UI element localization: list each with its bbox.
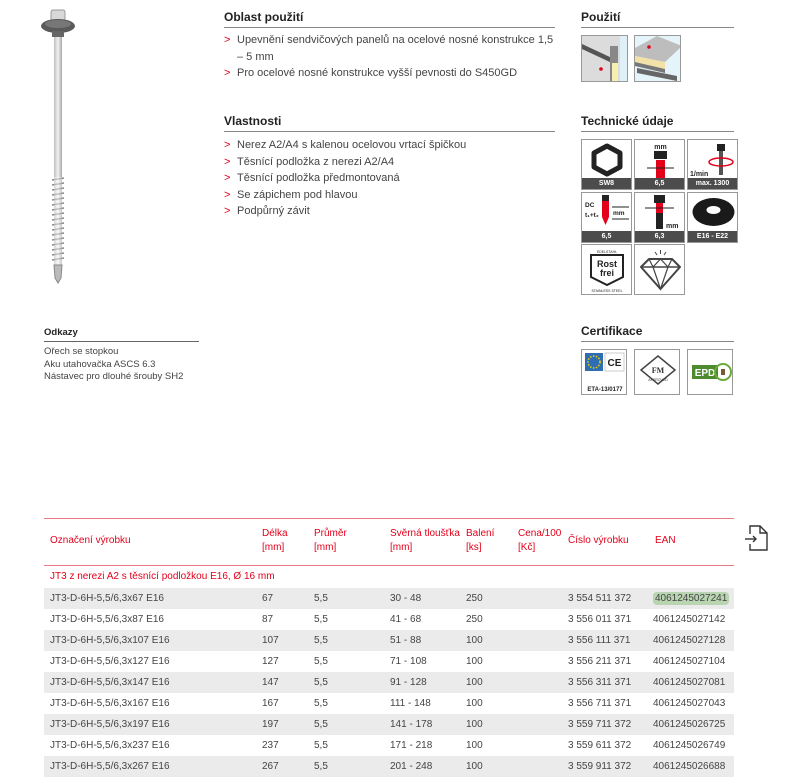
cell-oznaceni: JT3-D-6H-5,5/6,3x127 E16 <box>50 656 170 667</box>
tile-caption: 6,5 <box>582 231 631 242</box>
cell-cislo-vyrobku: 3 559 911 372 <box>568 761 632 772</box>
svg-text:APPROVED: APPROVED <box>648 378 668 382</box>
oblast-pouziti-list <box>224 32 559 82</box>
svg-text:Rost: Rost <box>597 259 617 269</box>
cell-oznaceni: JT3-D-6H-5,5/6,3x87 E16 <box>50 614 164 625</box>
cell-delka: 127 <box>262 656 279 667</box>
cell-sverna-tloustka: 201 - 248 <box>390 761 433 772</box>
cell-delka: 147 <box>262 677 279 688</box>
cell-baleni: 100 <box>466 698 483 709</box>
table-row[interactable] <box>44 693 734 714</box>
table-row[interactable] <box>44 588 734 609</box>
cell-prumer: 5,5 <box>314 656 328 667</box>
drilling-capacity-icon <box>581 192 632 243</box>
svg-text:FM: FM <box>651 366 665 375</box>
wall-panel-application-icon <box>581 35 628 82</box>
cell-oznaceni: JT3-D-6H-5,5/6,3x267 E16 <box>50 761 170 772</box>
cell-prumer: 5,5 <box>314 719 328 730</box>
product-table <box>44 518 734 777</box>
cell-cislo-vyrobku: 3 559 711 372 <box>568 719 632 730</box>
product-image <box>38 2 78 284</box>
cell-sverna-tloustka: 91 - 128 <box>390 677 427 688</box>
cell-ean: 4061245026688 <box>653 761 726 772</box>
table-row[interactable] <box>44 609 734 630</box>
svg-text:1/min: 1/min <box>690 171 709 178</box>
svg-text:DC: DC <box>585 202 595 209</box>
cell-sverna-tloustka: 41 - 68 <box>390 614 422 625</box>
cell-cislo-vyrobku: 3 556 711 371 <box>568 698 632 709</box>
bullet-marker: > <box>224 172 231 184</box>
list-item: > Se zápichem pod hlavou <box>224 187 559 204</box>
cell-sverna-tloustka: 30 - 48 <box>390 593 422 604</box>
cell-cislo-vyrobku: 3 556 011 371 <box>568 614 632 625</box>
col-header-cislo-vyrobku: Číslo výrobku <box>568 535 629 546</box>
section-divider <box>581 131 734 132</box>
tile-caption: max. 1300 <box>688 178 737 189</box>
col-header-cena: Cena/100 [Kč] <box>518 528 562 553</box>
list-item: > Nerez A2/A4 s kalenou ocelovou vrtací špičkou <box>224 137 559 154</box>
bullet-marker: > <box>224 139 231 151</box>
cell-delka: 237 <box>262 740 279 751</box>
cell-sverna-tloustka: 51 - 88 <box>390 635 422 646</box>
cell-sverna-tloustka: 141 - 178 <box>390 719 433 730</box>
table-row[interactable] <box>44 672 734 693</box>
cell-cislo-vyrobku: 3 556 311 371 <box>568 677 632 688</box>
cell-oznaceni: JT3-D-6H-5,5/6,3x67 E16 <box>50 593 164 604</box>
cell-oznaceni: JT3-D-6H-5,5/6,3x167 E16 <box>50 698 170 709</box>
cell-prumer: 5,5 <box>314 761 328 772</box>
svg-text:EPD: EPD <box>694 368 716 379</box>
cell-oznaceni: JT3-D-6H-5,5/6,3x107 E16 <box>50 635 170 646</box>
col-header-sverna-tloustka: Svěrná tloušťka [mm] <box>390 528 460 553</box>
table-header <box>44 519 734 565</box>
epd-icon <box>687 349 733 395</box>
col-header-delka: Délka [mm] <box>262 528 288 553</box>
svg-text:ETA-13/0177: ETA-13/0177 <box>587 387 623 393</box>
cell-prumer: 5,5 <box>314 614 328 625</box>
list-item: > Těsnící podložka předmontovaná <box>224 170 559 187</box>
diamond-icon <box>634 244 685 295</box>
cell-cislo-vyrobku: 3 554 511 372 <box>568 593 632 604</box>
cell-delka: 67 <box>262 593 274 604</box>
file-export-button[interactable] <box>745 524 771 552</box>
col-header-oznaceni: Označení výrobku <box>50 535 131 546</box>
tile-caption: 6,3 <box>635 231 684 242</box>
tile-caption: SW8 <box>582 178 631 189</box>
fm-approved-icon <box>634 349 680 395</box>
rotation-speed-icon <box>687 139 738 190</box>
section-title-technicke-udaje: Technické údaje <box>581 114 674 128</box>
cell-baleni: 100 <box>466 635 483 646</box>
table-group-title: JT3 z nerezi A2 s těsnící podložkou E16, Ø 16 mm <box>50 571 275 582</box>
cell-oznaceni: JT3-D-6H-5,5/6,3x197 E16 <box>50 719 170 730</box>
cell-delka: 267 <box>262 761 279 772</box>
cell-ean: 4061245027081 <box>653 677 726 688</box>
cell-ean: 4061245027128 <box>653 635 726 646</box>
section-title-odkazy: Odkazy <box>44 327 78 338</box>
svg-text:mm: mm <box>666 223 679 230</box>
table-row[interactable] <box>44 651 734 672</box>
svg-text:t₁+t₂: t₁+t₂ <box>585 212 599 219</box>
cell-ean: 4061245026725 <box>653 719 726 730</box>
bullet-marker: > <box>224 67 231 79</box>
cell-prumer: 5,5 <box>314 593 328 604</box>
list-item: > Pro ocelové nosné konstrukce vyšší pevnosti do S450GD <box>224 65 559 82</box>
rostfrei-icon <box>581 244 632 295</box>
hex-drive-icon <box>581 139 632 190</box>
cell-ean: 4061245026749 <box>653 740 726 751</box>
cell-delka: 167 <box>262 698 279 709</box>
vlastnosti-list <box>224 137 559 220</box>
cell-baleni: 100 <box>466 761 483 772</box>
cell-cislo-vyrobku: 3 556 211 371 <box>568 656 632 667</box>
cell-oznaceni: JT3-D-6H-5,5/6,3x237 E16 <box>50 740 170 751</box>
tile-caption: E16 - E22 <box>688 231 737 242</box>
thread-diameter-icon <box>634 139 685 190</box>
svg-text:EDELSTAHL: EDELSTAHL <box>596 250 618 254</box>
table-row[interactable] <box>44 630 734 651</box>
section-title-pouziti: Použití <box>581 10 621 24</box>
list-item: > Podpůrný závit <box>224 203 559 220</box>
cell-baleni: 100 <box>466 740 483 751</box>
roof-panel-application-icon <box>634 35 681 82</box>
svg-text:frei: frei <box>599 268 615 278</box>
cell-baleni: 100 <box>466 719 483 730</box>
cell-cislo-vyrobku: 3 559 611 372 <box>568 740 632 751</box>
col-header-baleni: Balení [ks] <box>466 528 495 553</box>
cell-ean: 4061245027241 <box>655 593 728 604</box>
section-divider <box>224 27 555 28</box>
cell-sverna-tloustka: 111 - 148 <box>390 698 431 709</box>
tile-caption: 6,5 <box>635 178 684 189</box>
bullet-marker: > <box>224 155 231 168</box>
cell-baleni: 250 <box>466 614 483 625</box>
svg-text:STAINLESS STEEL: STAINLESS STEEL <box>591 289 623 293</box>
cell-oznaceni: JT3-D-6H-5,5/6,3x147 E16 <box>50 677 170 688</box>
cell-prumer: 5,5 <box>314 677 328 688</box>
cell-baleni: 100 <box>466 677 483 688</box>
section-divider <box>581 27 734 28</box>
file-export-icon <box>745 524 771 552</box>
odkazy-links <box>44 346 183 384</box>
cell-delka: 107 <box>262 635 279 646</box>
cell-cislo-vyrobku: 3 556 111 371 <box>568 635 631 646</box>
section-title-oblast-pouziti: Oblast použití <box>224 10 304 24</box>
section-divider <box>224 131 555 132</box>
section-title-certifikace: Certifikace <box>581 324 643 338</box>
bullet-marker: > <box>224 205 231 217</box>
cell-prumer: 5,5 <box>314 635 328 646</box>
link-aku-utahovacka[interactable]: Aku utahovačka ASCS 6.3 <box>44 358 156 370</box>
eta-ce-icon <box>581 349 627 395</box>
svg-text:mm: mm <box>654 144 667 151</box>
section-divider <box>581 341 734 342</box>
washer-icon <box>687 192 738 243</box>
link-orech-se-stopkou[interactable]: Ořech se stopkou <box>44 346 119 357</box>
list-item: > Těsnící podložka z nerezi A2/A4 <box>224 154 559 171</box>
cell-sverna-tloustka: 171 - 218 <box>390 740 433 751</box>
cell-prumer: 5,5 <box>314 698 328 709</box>
cell-ean: 4061245027043 <box>653 698 726 709</box>
cell-ean: 4061245027104 <box>653 656 726 667</box>
cell-ean: 4061245027142 <box>653 614 726 625</box>
section-divider <box>44 341 199 342</box>
table-row[interactable] <box>44 735 734 756</box>
cell-baleni: 250 <box>466 593 483 604</box>
table-row[interactable] <box>44 714 734 735</box>
col-header-prumer: Průměr [mm] <box>314 528 347 553</box>
cell-prumer: 5,5 <box>314 740 328 751</box>
section-title-vlastnosti: Vlastnosti <box>224 114 282 128</box>
bullet-marker: > <box>224 188 231 201</box>
svg-text:CE: CE <box>607 358 622 369</box>
table-row[interactable] <box>44 756 734 777</box>
cell-baleni: 100 <box>466 656 483 667</box>
link-nastavec-sh2[interactable]: Nástavec pro dlouhé šrouby SH2 <box>44 371 184 382</box>
clamping-thickness-icon <box>634 192 685 243</box>
table-body <box>44 588 734 777</box>
svg-text:mm: mm <box>613 210 625 217</box>
screw-icon <box>38 2 78 284</box>
list-item: > Upevnění sendvičových panelů na ocelové nosné konstrukce 1,5 – 5 mm <box>224 34 554 63</box>
cell-delka: 197 <box>262 719 279 730</box>
bullet-marker: > <box>224 34 231 46</box>
col-header-ean: EAN <box>655 535 676 546</box>
cell-delka: 87 <box>262 614 274 625</box>
cell-sverna-tloustka: 71 - 108 <box>390 656 427 667</box>
